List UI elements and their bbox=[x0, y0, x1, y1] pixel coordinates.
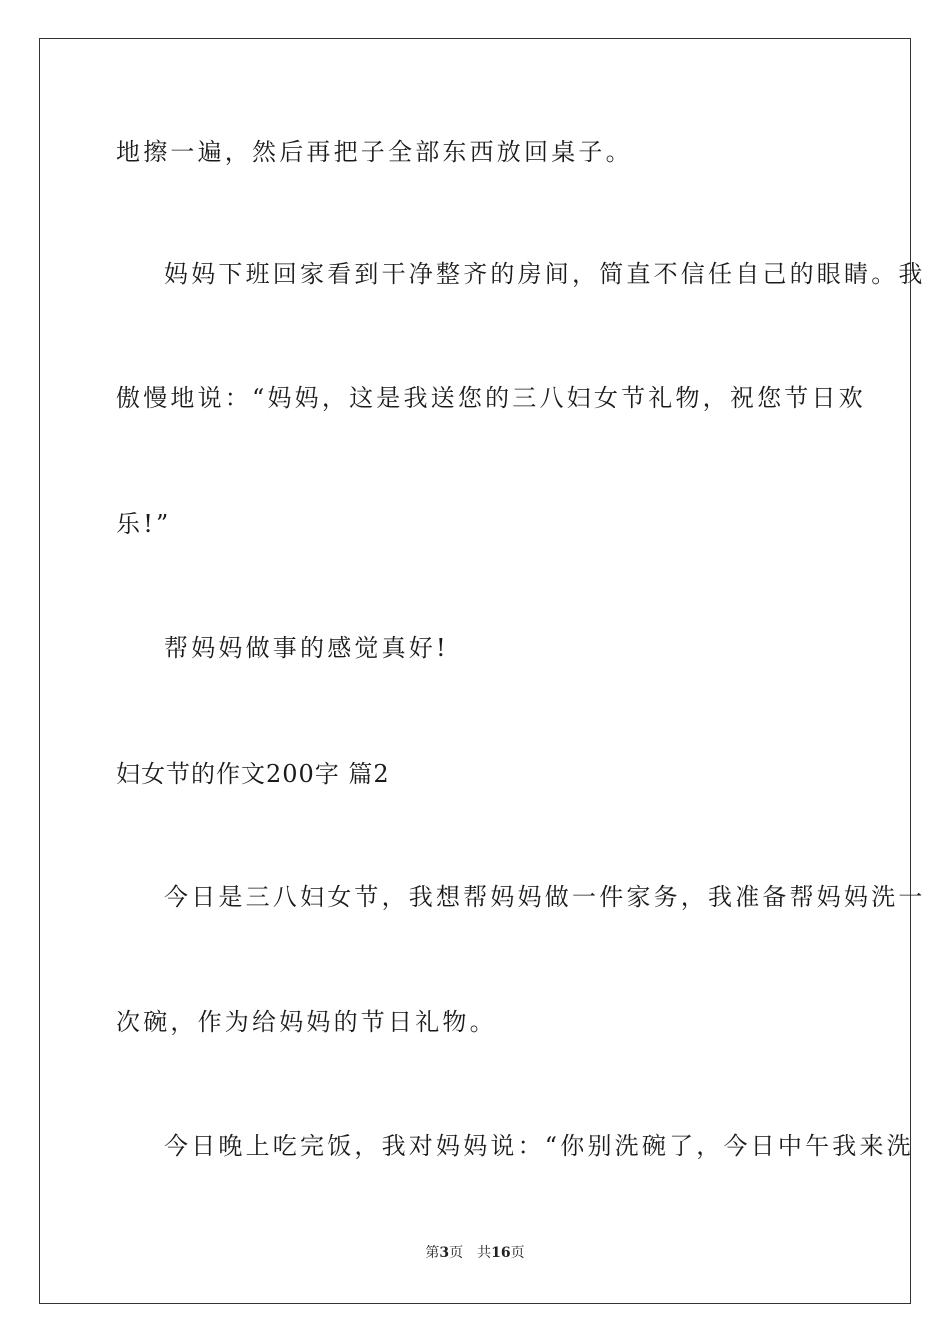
page-footer bbox=[0, 1243, 950, 1263]
paragraph-line: 帮妈妈做事的感觉真好! bbox=[164, 634, 449, 662]
page-prefix: 第 bbox=[425, 1245, 440, 1261]
total-suffix: 页 bbox=[510, 1245, 525, 1261]
paragraph-line: 今日晚上吃完饭，我对妈妈说：“你别洗碗了，今日中午我来洗 bbox=[164, 1132, 914, 1160]
total-pages: 16 bbox=[491, 1245, 511, 1261]
page-border bbox=[39, 38, 911, 1304]
section-heading: 妇女节的作文200字 篇2 bbox=[116, 760, 390, 788]
page-total bbox=[477, 1245, 524, 1261]
total-prefix: 共 bbox=[477, 1245, 492, 1261]
page-suffix: 页 bbox=[449, 1245, 464, 1261]
paragraph-line: 地擦一遍，然后再把子全部东西放回桌子。 bbox=[116, 138, 633, 166]
page-number bbox=[425, 1245, 463, 1261]
paragraph-line: 乐!” bbox=[116, 510, 172, 538]
paragraph-line: 妈妈下班回家看到干净整齐的房间，简直不信任自己的眼睛。我 bbox=[164, 260, 926, 288]
paragraph-line: 次碗，作为给妈妈的节日礼物。 bbox=[116, 1008, 497, 1036]
paragraph-line: 今日是三八妇女节，我想帮妈妈做一件家务，我准备帮妈妈洗一 bbox=[164, 883, 926, 911]
current-page: 3 bbox=[439, 1245, 450, 1261]
paragraph-line: 傲慢地说：“妈妈，这是我送您的三八妇女节礼物，祝您节日欢 bbox=[116, 384, 866, 412]
